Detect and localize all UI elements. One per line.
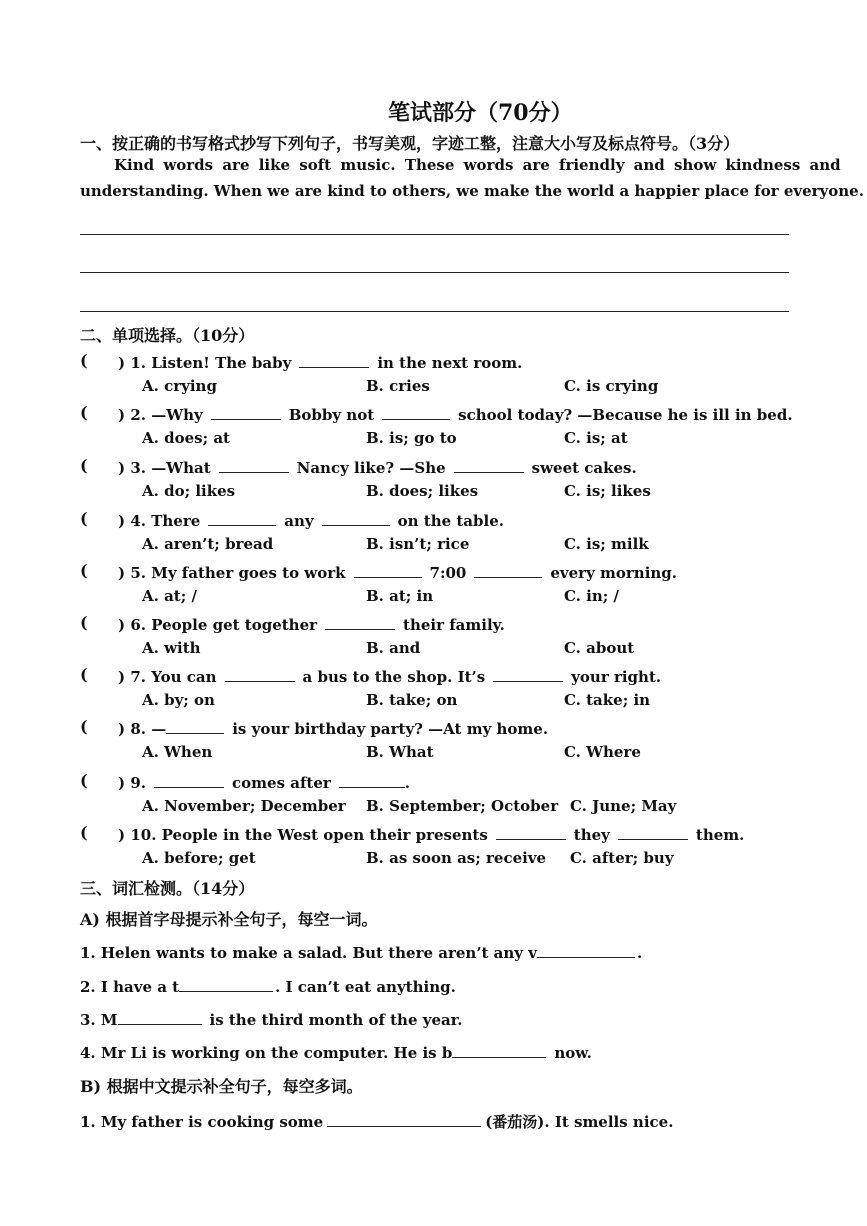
option-a: A. by; on <box>142 691 215 709</box>
item-text: . <box>636 944 643 962</box>
item-text: is the third month of the year. <box>209 1011 463 1029</box>
question-text: is your birthday party? —At my home. <box>232 720 549 738</box>
question-text: comes after <box>232 774 331 792</box>
copy-text-line1: Kind words are like soft music. These words are friendly and show kindness and <box>114 156 841 174</box>
answer-paren-open[interactable]: ( <box>80 561 88 580</box>
question-text: on the table. <box>397 512 504 530</box>
option-c: C. about <box>564 639 635 657</box>
question-text: your right. <box>571 668 662 686</box>
option-a: A. aren’t; bread <box>142 535 274 553</box>
section1-heading: 一、按正确的书写格式抄写下列句子，书写美观，字迹工整，注意大小写及标点符号。（3分） <box>80 134 740 153</box>
answer-blank[interactable] <box>219 456 289 473</box>
answer-paren-open[interactable]: ( <box>80 509 88 528</box>
answer-blank[interactable] <box>166 717 224 734</box>
option-c: C. is crying <box>564 377 659 395</box>
answer-paren-close: ) <box>118 720 126 738</box>
answer-blank[interactable] <box>339 771 405 788</box>
item-text: 1. Helen wants to make a salad. But there aren’t any v <box>80 944 537 962</box>
answer-blank[interactable] <box>118 1008 202 1025</box>
answer-paren-open[interactable]: ( <box>80 403 88 422</box>
answer-blank[interactable] <box>322 509 390 526</box>
option-a: A. November; December <box>142 797 346 815</box>
answer-paren-close: ) <box>118 459 126 477</box>
answer-paren-close: ) <box>118 354 126 372</box>
section3-heading: 三、词汇检测。（14分） <box>80 879 255 898</box>
question-text: any <box>284 512 314 530</box>
item-text: 4. Mr Li is working on the computer. He is b <box>80 1044 453 1062</box>
page-title: 笔试部分（70分） <box>388 100 573 126</box>
vocab-item-3 <box>80 1008 462 1029</box>
item-text: 3. M <box>80 1011 118 1029</box>
answer-paren-open[interactable]: ( <box>80 717 88 736</box>
vocab-item-2 <box>80 975 456 996</box>
question-text: every morning. <box>550 564 678 582</box>
option-b: B. cries <box>366 377 430 395</box>
answer-blank[interactable] <box>208 509 276 526</box>
question-text: 10. People in the West open their presents <box>130 826 488 844</box>
answer-blank[interactable] <box>354 561 422 578</box>
answer-blank[interactable] <box>496 823 566 840</box>
section2-heading: 二、单项选择。（10分） <box>80 326 255 345</box>
question-text: 7. You can <box>130 668 217 686</box>
answer-paren-close: ) <box>118 826 126 844</box>
option-c: C. June; May <box>570 797 677 815</box>
answer-blank[interactable] <box>211 403 281 420</box>
answer-paren-open[interactable]: ( <box>80 823 88 842</box>
answer-paren-close: ) <box>118 616 126 634</box>
question-text: 4. There <box>130 512 201 530</box>
option-b: B. at; in <box>366 587 434 605</box>
vocab-b-item-1 <box>80 1110 673 1132</box>
answer-blank[interactable] <box>537 941 635 958</box>
option-a: A. crying <box>142 377 217 395</box>
item-text: now. <box>554 1044 592 1062</box>
writing-line-3[interactable] <box>80 311 789 312</box>
question-text: 2. —Why <box>130 406 203 424</box>
answer-paren-close: ) <box>118 406 126 424</box>
part-b-heading: B) 根据中文提示补全句子，每空多词。 <box>80 1077 363 1096</box>
answer-blank[interactable] <box>474 561 542 578</box>
option-a: A. do; likes <box>142 482 236 500</box>
answer-blank[interactable] <box>452 1041 546 1058</box>
answer-blank[interactable] <box>299 351 369 368</box>
option-b: B. as soon as; receive <box>366 849 547 867</box>
item-text: (番茄汤). It smells nice. <box>485 1113 674 1131</box>
writing-line-2[interactable] <box>80 272 789 273</box>
option-b: B. is; go to <box>366 429 457 447</box>
option-c: C. in; / <box>564 587 619 605</box>
answer-blank[interactable] <box>382 403 450 420</box>
answer-blank[interactable] <box>327 1110 481 1127</box>
question-text: sweet cakes. <box>531 459 637 477</box>
answer-paren-close: ) <box>118 668 126 686</box>
option-b: B. does; likes <box>366 482 479 500</box>
answer-paren-open[interactable]: ( <box>80 351 88 370</box>
answer-blank[interactable] <box>618 823 688 840</box>
option-b: B. September; October <box>366 797 559 815</box>
part-a-heading: A) 根据首字母提示补全句子，每空一词。 <box>80 910 378 929</box>
question-text: they <box>573 826 610 844</box>
answer-blank[interactable] <box>325 613 395 630</box>
answer-paren-open[interactable]: ( <box>80 665 88 684</box>
answer-blank[interactable] <box>154 771 224 788</box>
answer-blank[interactable] <box>493 665 563 682</box>
item-text: 2. I have a t <box>80 978 180 996</box>
option-b: B. isn’t; rice <box>366 535 470 553</box>
answer-paren-open[interactable]: ( <box>80 771 88 790</box>
vocab-item-4 <box>80 1041 592 1062</box>
option-a: A. with <box>142 639 201 657</box>
question-text: 7:00 <box>429 564 467 582</box>
option-c: C. is; likes <box>564 482 651 500</box>
question-text: 8. — <box>130 720 167 738</box>
option-b: B. What <box>366 743 434 761</box>
option-a: A. When <box>142 743 213 761</box>
option-b: B. and <box>366 639 421 657</box>
vocab-item-1 <box>80 941 642 962</box>
option-c: C. Where <box>564 743 641 761</box>
answer-paren-open[interactable]: ( <box>80 456 88 475</box>
question-text: Bobby not <box>288 406 375 424</box>
answer-blank[interactable] <box>179 975 273 992</box>
question-text: their family. <box>403 616 505 634</box>
question-text: Nancy like? —She <box>296 459 446 477</box>
answer-blank[interactable] <box>225 665 295 682</box>
copy-text-line2: understanding. When we are kind to others, we make the world a happier place for everyone. <box>80 182 864 200</box>
option-c: C. is; milk <box>564 535 649 553</box>
question-text: them. <box>695 826 745 844</box>
question-text: 9. <box>130 774 147 792</box>
question-text: 5. My father goes to work <box>130 564 346 582</box>
option-c: C. is; at <box>564 429 628 447</box>
item-text: 1. My father is cooking some <box>80 1113 324 1131</box>
question-text: a bus to the shop. It’s <box>302 668 486 686</box>
question-text: 3. —What <box>130 459 211 477</box>
question-text: school today? —Because he is ill in bed. <box>458 406 793 424</box>
answer-paren-close: ) <box>118 774 126 792</box>
option-a: A. at; / <box>142 587 197 605</box>
item-text: . I can’t eat anything. <box>275 978 456 996</box>
question-text: in the next room. <box>377 354 523 372</box>
answer-paren-open[interactable]: ( <box>80 613 88 632</box>
question-text: 1. Listen! The baby <box>130 354 292 372</box>
answer-paren-close: ) <box>118 512 126 530</box>
answer-paren-close: ) <box>118 564 126 582</box>
option-b: B. take; on <box>366 691 458 709</box>
question-text: 6. People get together <box>130 616 318 634</box>
option-a: A. before; get <box>142 849 256 867</box>
answer-blank[interactable] <box>454 456 524 473</box>
option-c: C. take; in <box>564 691 651 709</box>
option-a: A. does; at <box>142 429 230 447</box>
writing-line-1[interactable] <box>80 234 789 235</box>
option-c: C. after; buy <box>570 849 674 867</box>
question-text: . <box>404 774 411 792</box>
